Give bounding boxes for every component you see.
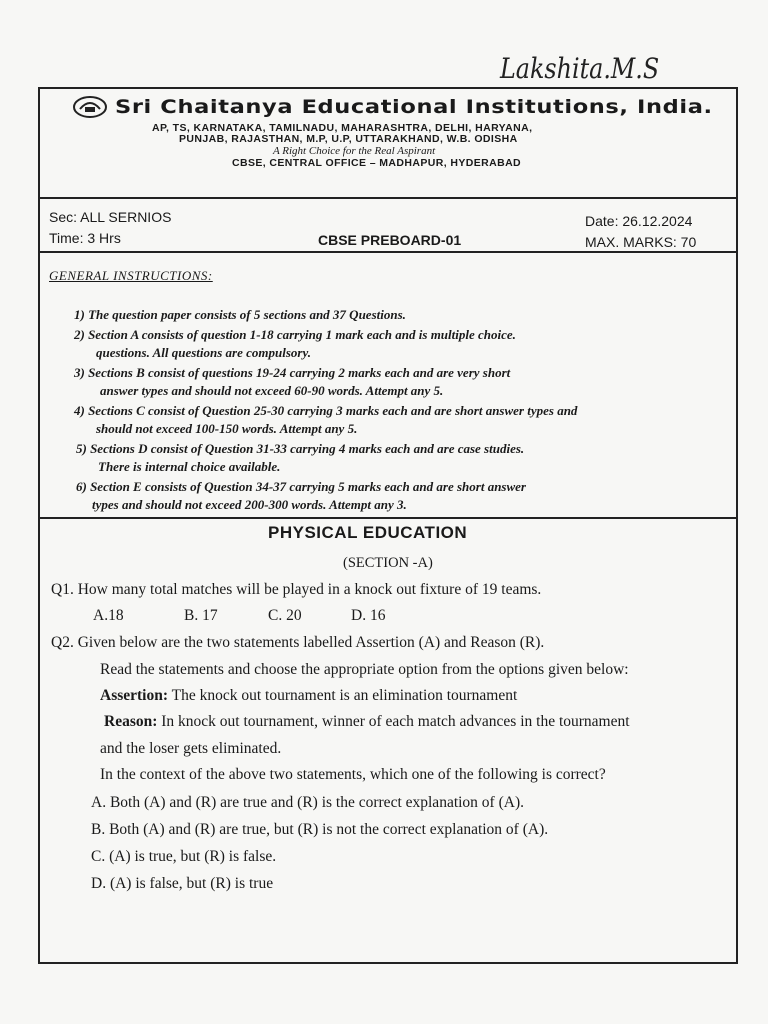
time-label: Time: 3 Hrs — [49, 230, 121, 246]
institution-logo-icon — [72, 95, 108, 119]
q2-option-b: B. Both (A) and (R) are true, but (R) is not the correct explanation of (A). — [91, 821, 549, 838]
instruction-line: 5) Sections D consist of Question 31-33 carrying 4 marks each and are case studies. — [76, 441, 525, 456]
states-line-2: PUNJAB, RAJASTHAN, M.P, U.P, UTTARAKHAND, W.B. ODISHA — [179, 133, 518, 145]
subject-title: PHYSICAL EDUCATION — [268, 523, 468, 542]
q2-reason-continued: and the loser gets eliminated. — [100, 740, 282, 757]
q1-option-a: A.18 — [93, 607, 124, 624]
instruction-line: questions. All questions are compulsory. — [96, 345, 312, 360]
assertion-label: Assertion: — [100, 687, 169, 704]
instruction-line: 6) Section E consists of Question 34-37 carrying 5 marks each and are short answer — [76, 479, 526, 494]
q1-option-d: D. 16 — [351, 607, 386, 624]
q2-option-a: A. Both (A) and (R) are true and (R) is the correct explanation of (A). — [91, 794, 524, 811]
q2-context: In the context of the above two statements, which one of the following is correct? — [100, 766, 606, 783]
max-marks-label: MAX. MARKS: 70 — [585, 234, 697, 250]
institution-name: Sri Chaitanya Educational Institutions, India. — [115, 96, 713, 118]
meta-divider — [38, 251, 738, 253]
q2-assertion — [100, 687, 517, 705]
instruction-line: 1) The question paper consists of 5 sections and 37 Questions. — [74, 307, 406, 322]
instruction-line: should not exceed 100-150 words. Attempt any 5. — [96, 421, 358, 436]
q1-option-b: B. 17 — [184, 607, 218, 624]
instruction-line: answer types and should not exceed 60-90 words. Attempt any 5. — [100, 383, 444, 398]
q2-option-c: C. (A) is true, but (R) is false. — [91, 848, 277, 865]
instruction-line: 2) Section A consists of question 1-18 carrying 1 mark each and is multiple choice. — [74, 327, 516, 342]
handwritten-signature: Lakshita.M.S — [500, 52, 660, 85]
instructions-divider — [38, 517, 738, 519]
assertion-text: The knock out tournament is an elimination tournament — [168, 687, 518, 704]
q2-option-d: D. (A) is false, but (R) is true — [91, 875, 274, 892]
states-line-1: AP, TS, KARNATAKA, TAMILNADU, MAHARASHTRA, DELHI, HARYANA, — [152, 122, 533, 134]
instruction-line: There is internal choice available. — [98, 459, 281, 474]
question-1: Q1. How many total matches will be played in a knock out fixture of 19 teams. — [51, 581, 542, 598]
q1-option-c: C. 20 — [268, 607, 302, 624]
instruction-line: 4) Sections C consist of Question 25-30 carrying 3 marks each and are short answer types and — [74, 403, 578, 418]
instruction-line: 3) Sections B consist of questions 19-24 carrying 2 marks each and are very short — [74, 365, 511, 380]
q2-reason — [104, 713, 630, 731]
office-line: CBSE, CENTRAL OFFICE – MADHAPUR, HYDERABAD — [232, 157, 522, 169]
instruction-line: types and should not exceed 200-300 words. Attempt any 3. — [92, 497, 407, 512]
sec-label: Sec: ALL SERNIOS — [49, 209, 172, 225]
tagline: A Right Choice for the Real Aspirant — [273, 145, 436, 157]
header-divider — [38, 197, 738, 199]
section-heading: (SECTION -A) — [343, 555, 433, 571]
question-2: Q2. Given below are the two statements labelled Assertion (A) and Reason (R). — [51, 634, 545, 651]
q2-instruction: Read the statements and choose the appropriate option from the options given below: — [100, 661, 629, 678]
reason-text: In knock out tournament, winner of each match advances in the tournament — [157, 713, 630, 730]
general-instructions-title: GENERAL INSTRUCTIONS: — [49, 268, 213, 283]
reason-label: Reason: — [104, 713, 158, 730]
exam-title: CBSE PREBOARD-01 — [318, 232, 462, 248]
date-label: Date: 26.12.2024 — [585, 213, 693, 229]
